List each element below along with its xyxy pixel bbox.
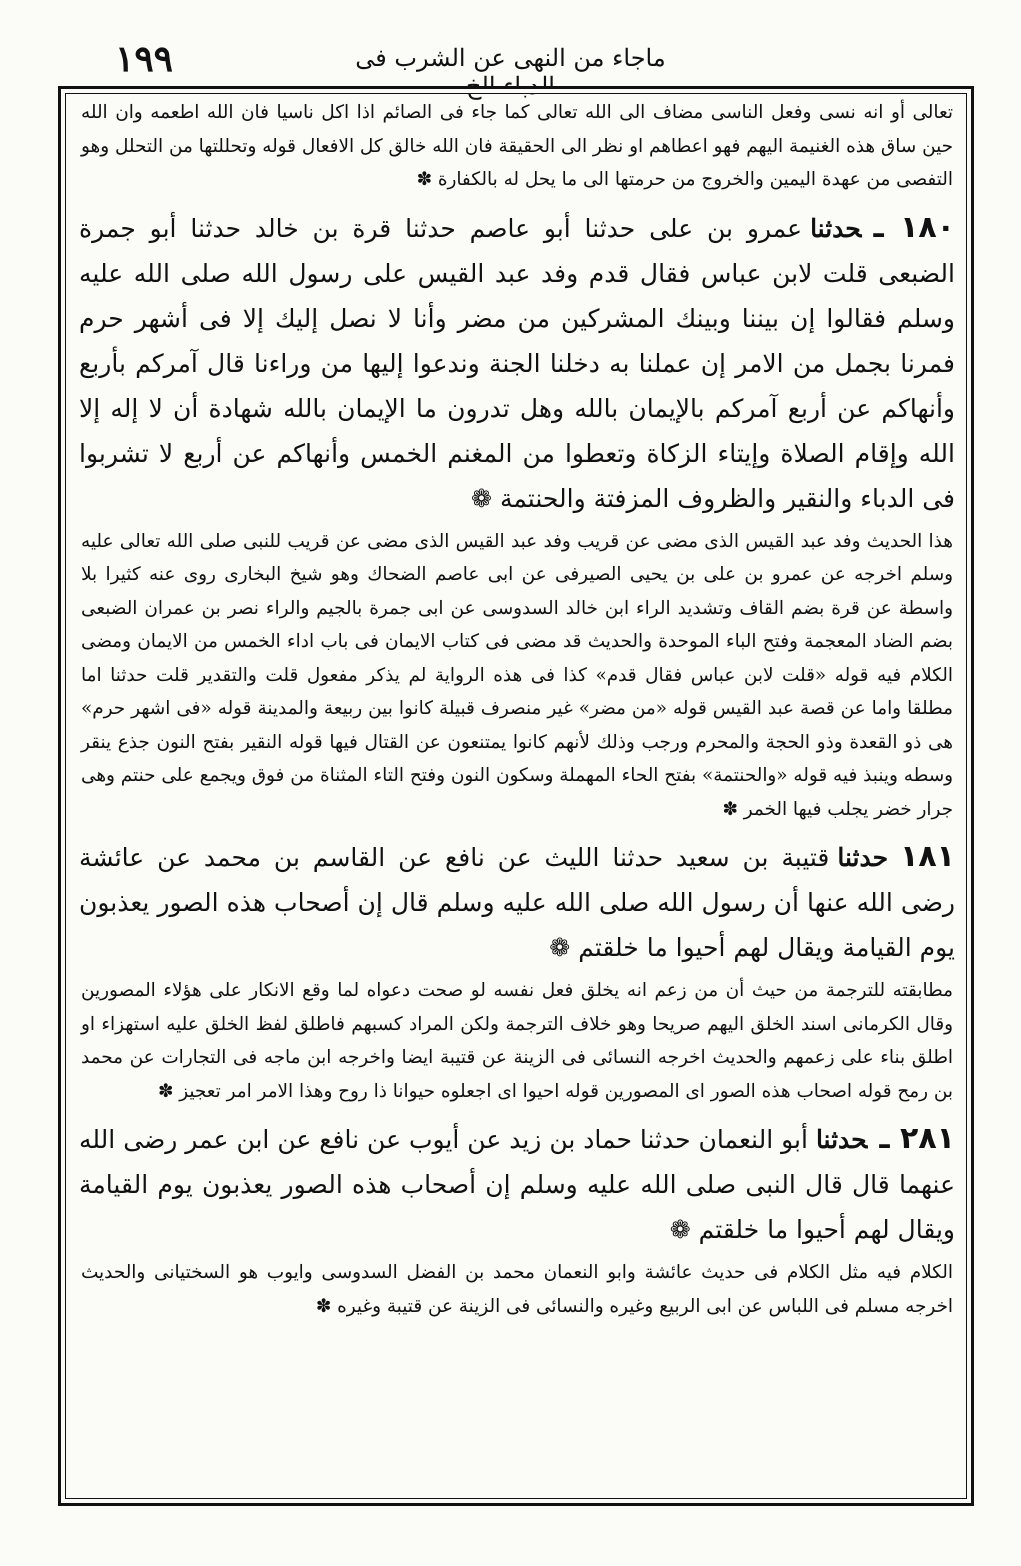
hadith-181-commentary: مطابقته للترجمة من حيث أن من زعم انه يخلق فعل نفسه لو صحت دعواه لما وقع الانكار على هؤلاء المصورين وقال الكرمانى اسند الخلق اليهم صريحا وهو خلاف الترجمة ولكن المراد كسبهم فاطلق لفظ الخلق عليه استهزاء او اطلق بناء على زعمهم والحديث اخرجه النسائى فى الزينة عن قتيبة ايضا واخرجه ابن ماجه فى التجارات عن محمد بن رمح قوله اصحاب هذه الصور اى المصورين قوله احيوا اى اجعلوه حيوانا ذا روح وهذا الامر امر تعجيز ✽ — [81, 980, 953, 1102]
hadith-opening: حدثنا — [815, 1125, 868, 1154]
page-number: ١٩٩ — [115, 38, 174, 80]
hadith-text: أبو النعمان حدثنا حماد بن زيد عن أيوب عن نافع عن ابن عمر رضى الله عنهما قال قال النبى صلى الله عليه وسلم إن أصحاب هذه الصور يعذبون يوم القيامة ويقال لهم أحيوا ما خلقتم ❁ — [79, 1125, 955, 1244]
hadith-opening: حدثنا — [810, 213, 862, 243]
hadith-180-commentary: هذا الحديث وفد عبد القيس الذى مضى عن قريب وفد عبد القيس الذى مضى عن قريب للنبى صلى الله تعالى عليه وسلم اخرجه عن عمرو بن على بن يحيى الصيرفى عن ابى عاصم الضحاك وهو شيخ البخارى روى عنه كثيرا بلا واسطة عن قرة بضم القاف وتشديد الراء ابن خالد السدوسى عن ابى جمرة بالجيم والراء نصر بن عمران الضبعى بضم الضاد المعجمة وفتح الباء الموحدة والحديث قد مضى فى كتاب الايمان فى باب اداء الخمس من الايمان ومضى الكلام فيه قوله «قلت لابن عباس فقال قدم» كذا فى هذه الرواية لم يذكر مفعول قلت والتقدير قلت حدثنا اما مطلقا واما عن قصة عبد القيس قوله «من مضر» غير منصرف قبيلة كانوا بين ربيعة والمدينة قوله «فى اشهر حرم» هى ذو القعدة وذو الحجة والمحرم ورجب وذلك لأنهم كانوا يمتنعون عن القتال فيها قوله النقير بفتح النون جذع ينقر وسطه وينبذ فيه قوله «والحنتمة» بفتح الحاء المهملة وسكون النون وفتح التاء المثناة من فوق ويجمع على حنتم وهى جرار خضر يجلب فيها الخمر ✽ — [81, 530, 953, 820]
hadith-text: عمرو بن على حدثنا أبو عاصم حدثنا قرة بن خالد حدثنا أبو جمرة الضبعى قلت لابن عباس فقال قدم وفد عبد القيس على رسول الله صلى الله عليه وسلم فقالوا إن بيننا وبينك المشركين من مضر وأنا لا نصل إليك إلا فى أشهر حرم فمرنا بجمل من الامر إن عملنا به دخلنا الجنة وندعوا إليها من وراءنا قال آمركم بأربع وأنهاكم عن أربع آمركم بالإيمان بالله وهل تدرون ما الإيمان بالله شهادة أن لا إله إلا الله وإقام الصلاة وإيتاء الزكاة وتعطوا من المغنم الخمس وأنهاكم عن أربع لا تشربوا فى الدباء والنقير والظروف المزفتة والحنتمة ❁ — [79, 213, 955, 513]
page-header — [45, 30, 976, 100]
hadith-180 — [75, 205, 959, 521]
hadith-182 — [75, 1116, 959, 1252]
hadith-opening: حدثنا — [837, 843, 889, 872]
running-title: ماجاء من النهى عن الشرب فى الدباء الخ — [355, 44, 666, 100]
hadith-182-commentary: الكلام فيه مثل الكلام فى حديث عائشة وابو النعمان محمد بن الفضل السدوسى وايوب هو السختيانى والحديث اخرجه مسلم فى اللباس عن ابى الربيع وغيره والنسائى فى الزينة عن قتيبة وغيره ✽ — [81, 1262, 953, 1317]
hadith-number: ٢٨١ ـ — [879, 1121, 955, 1156]
hadith-181 — [75, 834, 959, 970]
hadith-text: قتيبة بن سعيد حدثنا الليث عن نافع عن القاسم بن محمد عن عائشة رضى الله عنها أن رسول الله صلى الله عليه وسلم قال إن أصحاب هذه الصور يعذبون يوم القيامة ويقال لهم أحيوا ما خلقتم ❁ — [79, 843, 955, 962]
hadith-number: ١٨١ — [900, 839, 955, 874]
page-body — [75, 96, 959, 1496]
hadith-number: ١٨٠ ـ — [873, 209, 955, 245]
intro-commentary: تعالى أو انه نسى وفعل الناسى مضاف الى الله تعالى كما جاء فى الصائم اذا اكل ناسيا فان الله اطعمه وان الله حين ساق هذه الغنيمة اليهم فهو اعطاهم او نظر الى الحقيقة فان الله خالق كل الافعال قوله وتحللتها من التحلل وهو التفصى من عهدة اليمين والخروج من حرمتها الى ما يحل له بالكفارة ✽ — [81, 102, 953, 190]
